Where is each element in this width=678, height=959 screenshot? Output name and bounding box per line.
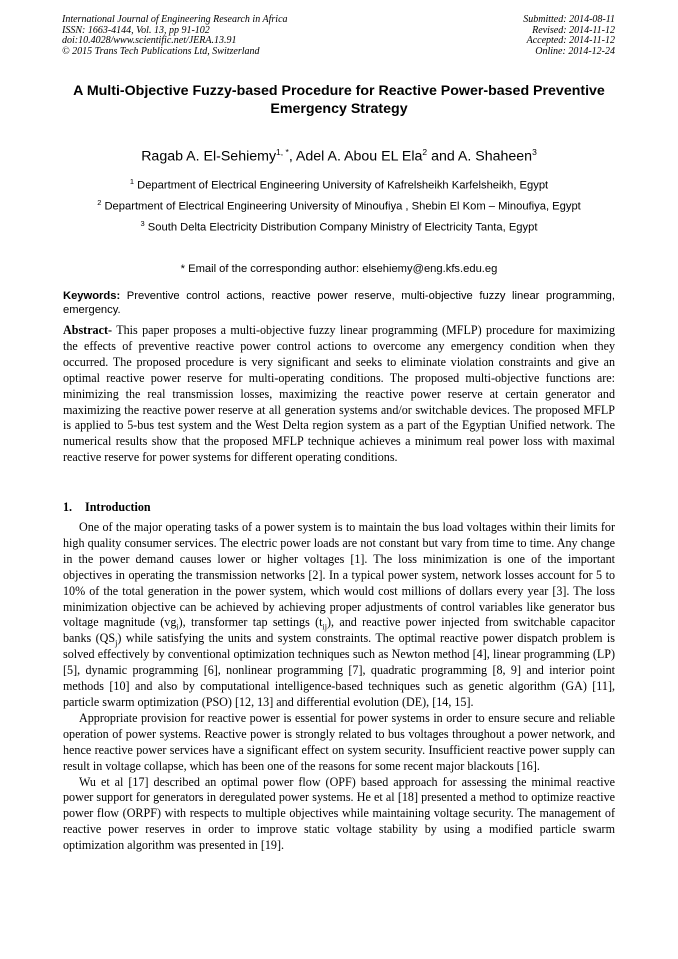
paragraph-text: ), and reactive power injected from switchable capacitor banks (QS <box>63 615 615 646</box>
journal-copyright: © 2015 Trans Tech Publications Ltd, Switzerland <box>62 45 260 57</box>
journal-issn: ISSN: 1663-4144, Vol. 13, pp 91-102 <box>62 24 210 36</box>
paragraph-text: ), transformer tap settings (t <box>178 615 323 630</box>
online-date: Online: 2014-12-24 <box>535 45 615 57</box>
journal-name: International Journal of Engineering Research in Africa <box>62 14 288 25</box>
author-separator: and <box>427 148 458 165</box>
keywords-text: Preventive control actions, reactive power reserve, multi-objective fuzzy linear programming, emergency. <box>63 290 615 316</box>
subscript: j <box>115 638 118 648</box>
paragraph: Appropriate provision for reactive power is essential for power systems in order to ensure secure and reliable operation of power systems. Reactive power is strongly related to bus voltages throughout a power network, and hence reactive power services have a significant effect on system security. Insufficient reactive power supply can result in voltage collapse, which has been one of the reasons for some recent major blackouts [16]. <box>63 710 615 773</box>
keywords <box>63 289 615 317</box>
affiliation-2 <box>40 196 638 214</box>
author-1-affil: 1, * <box>276 147 289 157</box>
author-3-affil: 3 <box>532 147 537 157</box>
affiliation-3 <box>40 217 638 235</box>
abstract-text: This paper proposes a multi-objective fuzzy linear programming (MFLP) procedure for maximizing the effects of preventive reactive power control actions to overcome any emergency condition when they occurred. The proposed procedure is very significant and seeks to eliminate violation constraints and give an optimal reactive power reserve for multi-operating conditions. The proposed multi-objective functions are: minimizing the real transmission losses, maximizing the reactive power reserve at certain generator and maximizing the reactive power reserve at all generation systems and/or switchable devices. The proposed MFLP is applied to 5-bus test system and the West Delta region system as a part of the Egyptian Unified network. The numerical results show that the proposed MFLP technique achieves a minimum real power loss with maximal reactive reserve for power systems for different operating conditions. <box>63 323 615 465</box>
affiliation-number: 3 <box>140 219 145 228</box>
revised-date: Revised: 2014-11-12 <box>532 24 615 36</box>
introduction-body <box>63 520 615 854</box>
paragraph-text: ) while satisfying the units and system constraints. The optimal reactive power dispatch problem is solved effectively by conventional optimization techniques such as Newton method [4], linear programming (LP) [5], dynamic programming [6], nonlinear programming [7], quadratic programming [8, 9] and interior point methods [10] and also by computational intelligence-based techniques such as genetic algorithm (GA) [11], particle swarm optimization (PSO) [12, 13] and differential evolution (DE), [14, 15]. <box>63 631 615 709</box>
affiliation-number: 1 <box>129 177 135 186</box>
author-2-affil: 2 <box>422 147 428 157</box>
affiliation-text: Department of Electrical Engineering University of Kafrelsheikh Karfelsheikh, Egypt <box>134 179 549 192</box>
accepted-date: Accepted: 2014-11-12 <box>526 35 615 47</box>
author-separator: , <box>288 148 296 165</box>
author-2: Adel A. Abou EL Ela <box>295 148 423 165</box>
author-3: A. Shaheen <box>457 148 533 165</box>
paper-title: A Multi-Objective Fuzzy-based Procedure for Reactive Power-based Preventive Emergency Strategy <box>73 83 605 117</box>
abstract <box>63 323 615 466</box>
section-title: Introduction <box>85 500 151 514</box>
dates-header <box>523 15 615 57</box>
journal-doi: doi:10.4028/www.scientific.net/JERA.13.91 <box>62 35 237 47</box>
subscript: i <box>176 622 179 632</box>
affiliation-number: 2 <box>97 198 102 207</box>
author-1: Ragab A. El-Sehiemy <box>141 148 277 165</box>
author-line <box>40 143 638 166</box>
section-number: 1. <box>63 500 73 514</box>
paragraph: Wu et al [17] described an optimal power flow (OPF) based approach for assessing the minimal reactive power support for generators in deregulated power systems. He et al [18] presented a method to optimize reactive power flow (ORPF) with respects to multiple objectives while maintaining voltage security. The management of reactive power reserves in order to improve static voltage stability by using a modified particle swarm optimization algorithm was presented in [19]. <box>63 774 615 853</box>
keywords-label: Keywords: <box>63 290 121 302</box>
submitted-date: Submitted: 2014-08-11 <box>523 14 615 25</box>
paragraph <box>63 520 615 711</box>
subscript: ij <box>322 622 327 632</box>
journal-info-header <box>62 15 288 57</box>
affiliation-1 <box>40 175 638 193</box>
affiliation-text: Department of Electrical Engineering University of Minoufiya , Shebin El Kom – Minoufiya, Egypt <box>101 200 581 213</box>
section-heading <box>63 500 151 515</box>
paragraph-text: One of the major operating tasks of a power system is to maintain the bus load voltages within their limits for high quality consumer services. The electric power loads are not constant but vary from time to time. Any change in the power demand causes lower or higher voltages [1]. The loss minimization is one of the important objectives in operating the transmission networks [2]. In a typical power system, network losses account for 5 to 10% of the total generation in the power system, which would cost millions of dollars every year [3]. The loss minimization objective can be achieved by achieving proper adjustments of control variables like generator bus voltage magnitude (vg <box>63 520 615 630</box>
corresponding-email: * Email of the corresponding author: elsehiemy@eng.kfs.edu.eg <box>180 263 498 275</box>
affiliation-text: South Delta Electricity Distribution Company Ministry of Electricity Tanta, Egypt <box>144 221 538 234</box>
abstract-label: Abstract- <box>63 323 113 337</box>
